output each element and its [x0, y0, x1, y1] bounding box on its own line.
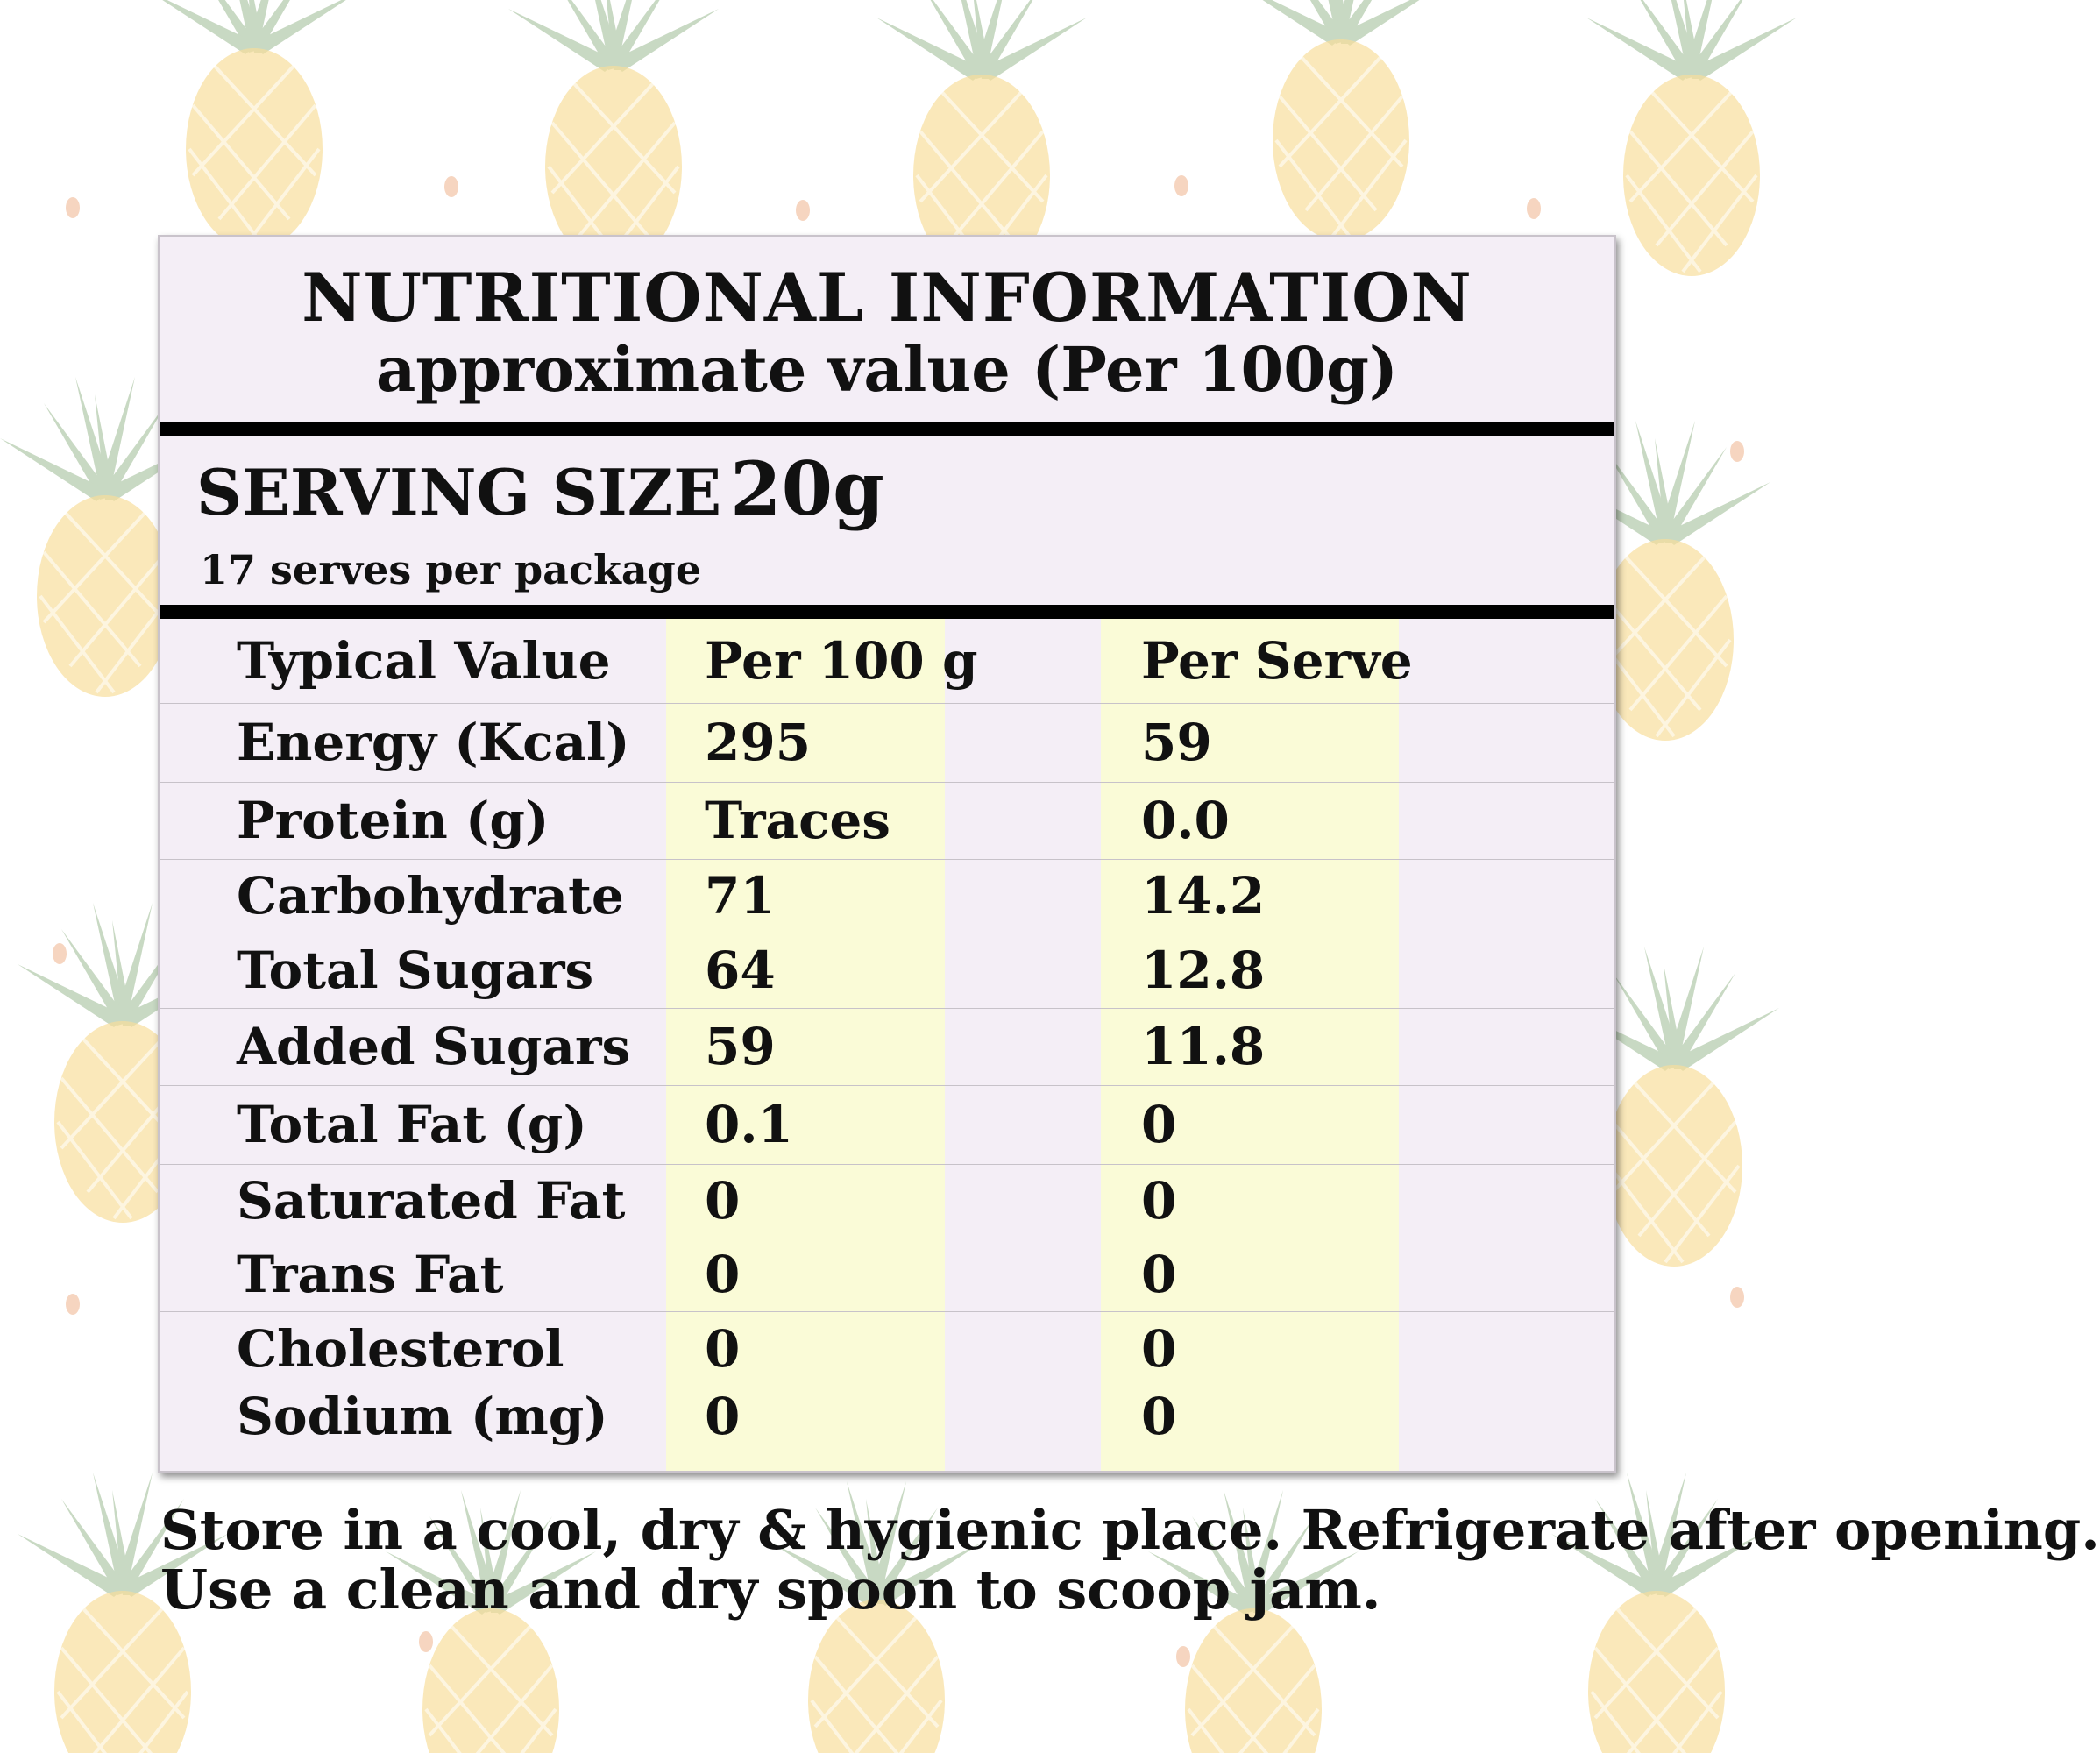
table-row: [160, 1085, 1614, 1165]
table-row: [160, 859, 1614, 933]
per-serve-value: 12.8: [1141, 940, 1266, 1000]
header-per-100g: Per 100 g: [705, 631, 978, 691]
per-serve-value: 14.2: [1141, 866, 1266, 926]
panel-subtitle: approximate value (Per 100g): [375, 333, 1399, 406]
thick-divider: [160, 422, 1614, 436]
nutrient-name: Trans Fat: [237, 1245, 504, 1304]
per-100g-value: Traces: [705, 791, 890, 850]
nutrient-name: Total Fat (g): [237, 1095, 587, 1154]
per-100g-value: 0: [705, 1245, 741, 1304]
per-serve-value: 11.8: [1141, 1017, 1266, 1076]
table-row: [160, 1164, 1614, 1238]
serving-size-value: 20g: [730, 445, 884, 532]
nutrient-name: Carbohydrate: [237, 866, 624, 926]
thick-divider: [160, 605, 1614, 619]
table-row: [160, 1311, 1614, 1387]
per-100g-value: 64: [705, 940, 776, 1000]
per-serve-value: 59: [1141, 713, 1212, 772]
nutrition-facts-panel: [158, 235, 1616, 1473]
table-row: [160, 933, 1614, 1009]
header-per-serve: Per Serve: [1141, 631, 1413, 691]
table-row: [160, 703, 1614, 783]
per-serve-value: 0: [1141, 1245, 1177, 1304]
per-100g-value: 0.1: [705, 1095, 793, 1154]
per-100g-value: 295: [705, 713, 812, 772]
nutrient-name: Energy (Kcal): [237, 713, 630, 772]
nutrient-name: Sodium (mg): [237, 1387, 608, 1446]
storage-line-1: Store in a cool, dry & hygienic place. Refrigerate after opening.: [160, 1498, 2100, 1562]
serves-per-package: 17 serves per package: [200, 546, 702, 593]
panel-title: NUTRITIONAL INFORMATION: [302, 259, 1472, 337]
table-row: [160, 1008, 1614, 1086]
nutrient-name: Protein (g): [237, 791, 550, 850]
header-nutrient: Typical Value: [237, 631, 611, 691]
table-header-row: [160, 619, 1614, 704]
per-serve-value: 0.0: [1141, 791, 1230, 850]
per-100g-value: 0: [705, 1171, 741, 1231]
nutrient-name: Added Sugars: [237, 1017, 631, 1076]
table-row: [160, 1238, 1614, 1312]
storage-instructions: [160, 1498, 2100, 1622]
per-100g-value: 0: [705, 1387, 741, 1446]
nutrient-name: Cholesterol: [237, 1319, 564, 1379]
serving-size-label: SERVING SIZE: [196, 455, 722, 529]
per-serve-value: 0: [1141, 1171, 1177, 1231]
storage-line-2: Use a clean and dry spoon to scoop jam.: [160, 1558, 1381, 1622]
per-100g-value: 59: [705, 1017, 776, 1076]
serving-info: [196, 445, 884, 594]
per-serve-value: 0: [1141, 1095, 1177, 1154]
nutrient-name: Total Sugars: [237, 940, 594, 1000]
title-block: [160, 261, 1614, 405]
per-100g-value: 0: [705, 1319, 741, 1379]
table-row: [160, 782, 1614, 860]
nutrient-name: Saturated Fat: [237, 1171, 626, 1231]
per-serve-value: 0: [1141, 1319, 1177, 1379]
per-serve-value: 0: [1141, 1387, 1177, 1446]
per-100g-value: 71: [705, 866, 776, 926]
